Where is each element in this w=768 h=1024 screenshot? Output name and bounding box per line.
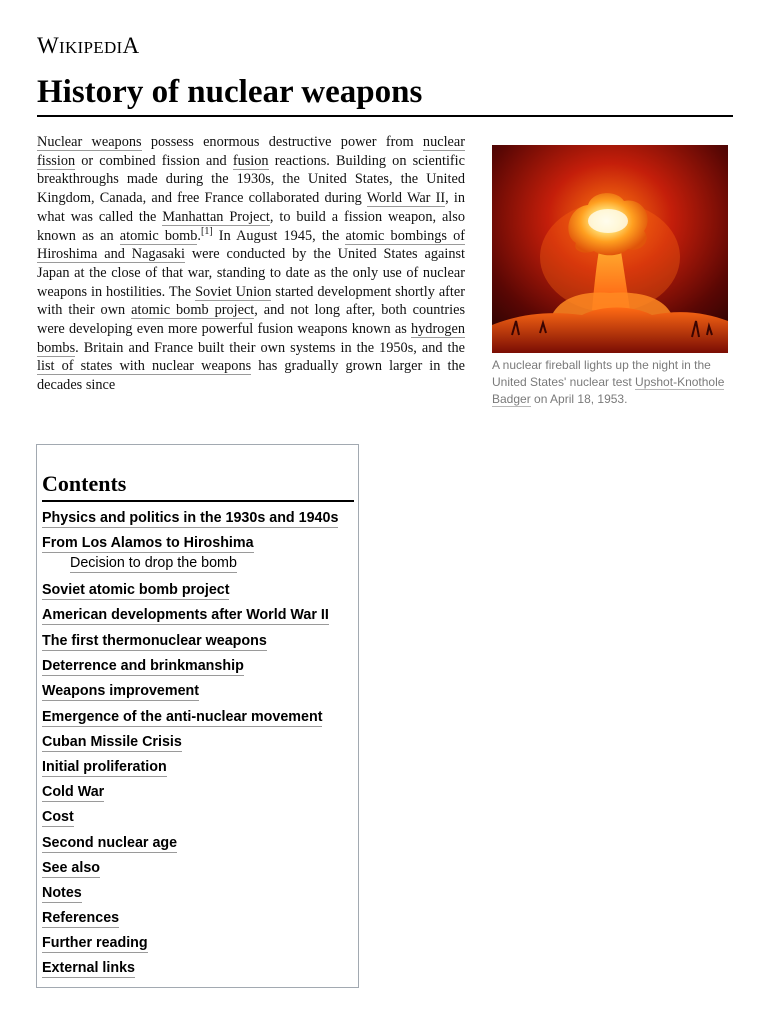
toc-item[interactable]: The first thermonuclear weapons [42, 633, 267, 649]
toc-item[interactable]: Physics and politics in the 1930s and 1940s [42, 510, 339, 526]
toc-item[interactable]: American developments after World War II [42, 607, 329, 623]
wordmark-w: W [37, 33, 60, 58]
lead-text: were conducted by the United States against Japan at the close of that war, standing to date as the only use of nuclear weapons in hostilities. The [37, 246, 466, 300]
toc-item[interactable]: Soviet atomic bomb project [42, 582, 230, 598]
toc-item[interactable]: Cold War [42, 784, 105, 800]
lead-text: reactions. Building on scientific breakthroughs made during the 1930s, the United States, the United Kingdom, Canada, and free France collaborated during [37, 152, 465, 207]
caption-text: A nuclear fireball lights up the night in the United States' nuclear test [492, 358, 711, 389]
wikipedia-wordmark[interactable] [37, 33, 139, 59]
link-soviet-union[interactable]: Soviet Union [195, 283, 272, 300]
lead-text: . Britain and France built their own systems in the 1950s, and the [75, 339, 465, 356]
reference-1[interactable]: [1] [200, 225, 213, 237]
link-atomic-bombings[interactable]: atomic bombings of Hiroshima and Nagasaki [37, 227, 465, 263]
link-upshot-knothole-badger[interactable]: Upshot-Knothole Badger [492, 375, 725, 406]
link-nuclear-fission[interactable]: nuclear fission [37, 134, 465, 169]
caption-text: on April 18, 1953. [530, 392, 628, 406]
wordmark-a: A [122, 33, 140, 58]
toc-title: Contents [42, 469, 354, 502]
toc-item[interactable]: Emergence of the anti-nuclear movement [42, 709, 323, 725]
link-soviet-atomic-bomb-project[interactable]: atomic bomb project [131, 302, 255, 319]
lead-text: or combined fission and [75, 152, 233, 169]
toc-item[interactable]: Further reading [42, 935, 148, 951]
toc-item[interactable]: Cost [42, 809, 74, 825]
toc-item[interactable]: Initial proliferation [42, 759, 167, 775]
lead-paragraph [37, 133, 465, 395]
infobox-figure [492, 145, 728, 408]
link-manhattan-project[interactable]: Manhattan Project [162, 208, 270, 225]
lead-text: . [197, 227, 201, 244]
toc-item[interactable]: External links [42, 960, 135, 976]
toc-item[interactable]: Notes [42, 885, 82, 901]
link-hydrogen-bombs[interactable]: hydrogen bombs [37, 321, 465, 356]
lead-text: , and not long after, both countries were developing even more powerful fusion weapons known as [37, 302, 466, 338]
toc-item[interactable]: Second nuclear age [42, 835, 178, 851]
lead-text: , in what was called the [37, 190, 465, 225]
table-of-contents [36, 444, 359, 988]
toc-item[interactable]: Weapons improvement [42, 683, 200, 699]
link-fusion[interactable]: fusion [232, 152, 269, 169]
nuclear-fireball-image[interactable] [492, 145, 728, 353]
link-nuclear-weapons[interactable]: Nuclear weapons [37, 134, 142, 150]
lead-text: has gradually grown larger in the decades since [37, 358, 465, 394]
toc-item[interactable]: From Los Alamos to Hiroshima [42, 535, 254, 551]
lead-text: started development shortly after with their own [37, 283, 466, 319]
link-atomic-bomb[interactable]: atomic bomb [119, 227, 198, 244]
lead-text: In August 1945, the [212, 227, 346, 244]
toc-item[interactable]: References [42, 910, 120, 926]
toc-subitem[interactable]: Decision to drop the bomb [70, 555, 237, 571]
lead-text: , to build a fission weapon, also known as an [37, 208, 465, 244]
toc-item[interactable]: Cuban Missile Crisis [42, 734, 182, 750]
wordmark-middle: IKIPEDI [59, 38, 123, 57]
page-title: History of nuclear weapons [37, 72, 733, 117]
toc-item[interactable]: Deterrence and brinkmanship [42, 658, 244, 674]
toc-item[interactable]: See also [42, 860, 101, 876]
link-list-of-nuclear-states[interactable]: list of states with nuclear weapons [37, 358, 252, 375]
figure-caption [492, 357, 728, 408]
lead-text: possess enormous destructive power from [141, 134, 423, 150]
link-world-war-ii[interactable]: World War II [366, 190, 446, 207]
